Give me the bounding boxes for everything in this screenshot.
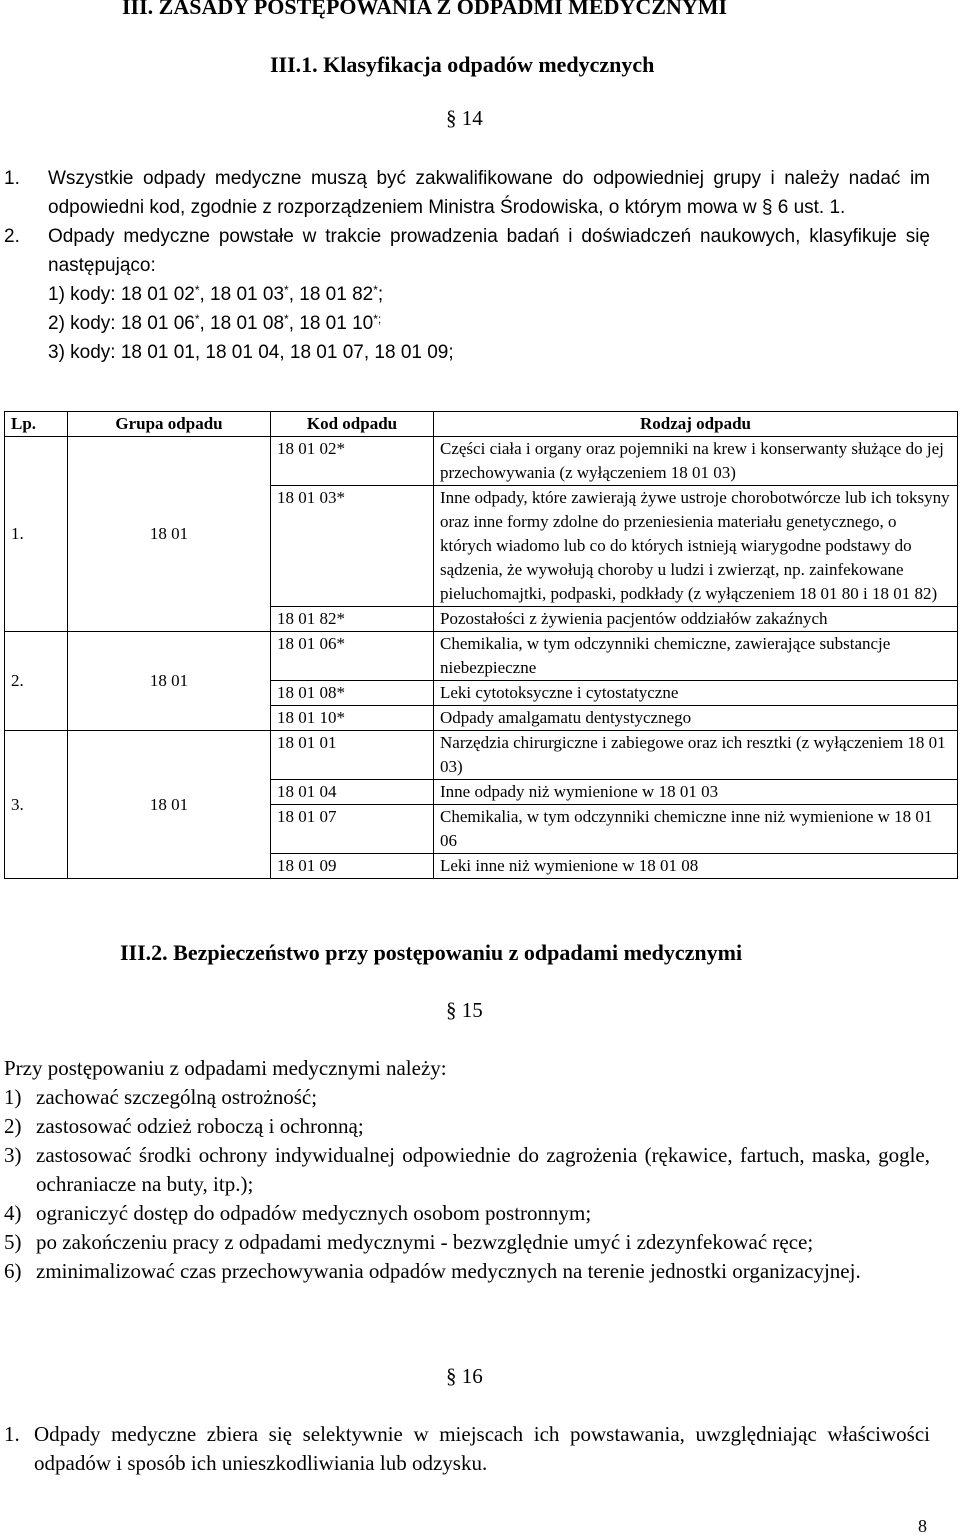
header-code: Kod odpadu xyxy=(271,412,434,437)
list-item-text: ograniczyć dostęp do odpadów medycznych osobom postronnym; xyxy=(36,1201,592,1225)
paragraph-14-heading: § 14 xyxy=(446,106,483,130)
p14-item-2-text: Odpady medyczne powstałe w trakcie prowadzenia badań i doświadczeń naukowych, klasyfikuje się następująco: xyxy=(48,226,930,276)
list-item-text: zastosować środki ochrony indywidualnej odpowiednie do zagrożenia (rękawice, fartuch, maska, gogle, ochraniacze na buty, itp.); xyxy=(36,1143,930,1196)
list-item-text: zminimalizować czas przechowywania odpadów medycznych na terenie jednostki organizacyjnej. xyxy=(36,1259,861,1283)
list-item xyxy=(4,1199,930,1228)
header-group: Grupa odpadu xyxy=(68,412,271,437)
desc-cell: Pozostałości z żywienia pacjentów oddziałów zakaźnych xyxy=(434,607,958,632)
list-item-text: zachować szczególną ostrożność; xyxy=(36,1085,318,1109)
code-cell: 18 01 08* xyxy=(271,681,434,706)
codes-line-1: 1) kody: 18 01 02*, 18 01 03*, 18 01 82*; xyxy=(48,283,384,305)
code-cell: 18 01 01 xyxy=(271,731,434,780)
page-number: 8 xyxy=(918,1516,927,1536)
subsection-title-safety: III.2. Bezpieczeństwo przy postępowaniu z odpadami medycznymi xyxy=(120,940,743,965)
code-cell: 18 01 02* xyxy=(271,437,434,486)
p16-item-1 xyxy=(4,1420,930,1478)
lp-cell: 1. xyxy=(5,437,68,632)
section-title: III. ZASADY POSTĘPOWANIA Z ODPADMI MEDYCZNYMI xyxy=(122,0,728,19)
code-cell: 18 01 82* xyxy=(271,607,434,632)
p14-item-1 xyxy=(4,164,930,222)
lp-cell: 2. xyxy=(5,632,68,731)
table-header-row xyxy=(5,412,958,437)
desc-cell: Chemikalia, w tym odczynniki chemiczne, zawierające substancje niebezpieczne xyxy=(434,632,958,681)
code-cell: 18 01 03* xyxy=(271,486,434,607)
list-item-number: 2) xyxy=(4,1114,22,1138)
code-cell: 18 01 07 xyxy=(271,805,434,854)
desc-cell: Inne odpady, które zawierają żywe ustroje chorobotwórcze lub ich toksyny oraz inne formy zdolne do przeniesienia materiału genetycznego, o których wiadomo lub co do których istnieją wiarygodne podstawy do sądzenia, że wywołują choroby u ludzi i zwierząt, np. zainfekowane pieluchomajtki, podpaski, podkłady (z wyłączeniem 18 01 80 i 18 01 82) xyxy=(434,486,958,607)
waste-classification-table xyxy=(4,411,958,879)
list-item-text: po zakończeniu pracy z odpadami medycznymi - bezwzględnie umyć i zdezynfekować ręce; xyxy=(36,1230,814,1254)
list-item xyxy=(4,1112,930,1141)
paragraph-15-heading: § 15 xyxy=(446,998,483,1022)
list-item-text: zastosować odzież roboczą i ochronną; xyxy=(36,1114,364,1138)
lp-cell: 3. xyxy=(5,731,68,879)
desc-cell: Chemikalia, w tym odczynniki chemiczne inne niż wymienione w 18 01 06 xyxy=(434,805,958,854)
list-item-number: 6) xyxy=(4,1259,22,1283)
codes-line-2: 2) kody: 18 01 06*, 18 01 08*, 18 01 10*; xyxy=(48,312,382,334)
p15-intro: Przy postępowaniu z odpadami medycznymi należy: xyxy=(4,1056,447,1080)
list-item-number: 1) xyxy=(4,1085,22,1109)
list-item-number: 4) xyxy=(4,1201,22,1225)
code-cell: 18 01 10* xyxy=(271,706,434,731)
p14-item-2-number: 2. xyxy=(4,226,20,247)
p14-item-2 xyxy=(4,222,930,280)
p16-item-1-text: Odpady medyczne zbiera się selektywnie w miejscach ich powstawania, uwzględniając właściwości odpadów i sposób ich unieszkodliwiania lub odzysku. xyxy=(34,1422,930,1475)
codes-line-3: 3) kody: 18 01 01, 18 01 04, 18 01 07, 18 01 09; xyxy=(48,342,454,363)
code-cell: 18 01 04 xyxy=(271,780,434,805)
desc-cell: Części ciała i organy oraz pojemniki na krew i konserwanty służące do jej przechowywania (z wyłączeniem 18 01 03) xyxy=(434,437,958,486)
header-lp: Lp. xyxy=(5,412,68,437)
list-item-number: 5) xyxy=(4,1230,22,1254)
p16-item-1-number: 1. xyxy=(4,1422,20,1446)
table-row xyxy=(5,437,958,486)
p14-item-1-text: Wszystkie odpady medyczne muszą być zakwalifikowane do odpowiedniej grupy i należy nadać im odpowiedni kod, zgodnie z rozporządzeniem Ministra Środowiska, o którym mowa w § 6 ust. 1. xyxy=(48,168,930,218)
list-item xyxy=(4,1257,930,1286)
desc-cell: Leki cytotoksyczne i cytostatyczne xyxy=(434,681,958,706)
list-item-number: 3) xyxy=(4,1143,22,1167)
group-cell: 18 01 xyxy=(68,731,271,879)
desc-cell: Narzędzia chirurgiczne i zabiegowe oraz ich resztki (z wyłączeniem 18 01 03) xyxy=(434,731,958,780)
paragraph-16-heading: § 16 xyxy=(446,1364,483,1388)
p14-item-1-number: 1. xyxy=(4,168,20,189)
list-item xyxy=(4,1228,930,1257)
desc-cell: Inne odpady niż wymienione w 18 01 03 xyxy=(434,780,958,805)
p15-list xyxy=(4,1054,930,1286)
header-type: Rodzaj odpadu xyxy=(434,412,958,437)
code-cell: 18 01 09 xyxy=(271,854,434,879)
list-item xyxy=(4,1141,930,1199)
group-cell: 18 01 xyxy=(68,632,271,731)
desc-cell: Leki inne niż wymienione w 18 01 08 xyxy=(434,854,958,879)
table-row xyxy=(5,731,958,780)
subsection-title-classification: III.1. Klasyfikacja odpadów medycznych xyxy=(270,52,655,77)
code-cell: 18 01 06* xyxy=(271,632,434,681)
list-item xyxy=(4,1083,930,1112)
table-row xyxy=(5,632,958,681)
group-cell: 18 01 xyxy=(68,437,271,632)
desc-cell: Odpady amalgamatu dentystycznego xyxy=(434,706,958,731)
